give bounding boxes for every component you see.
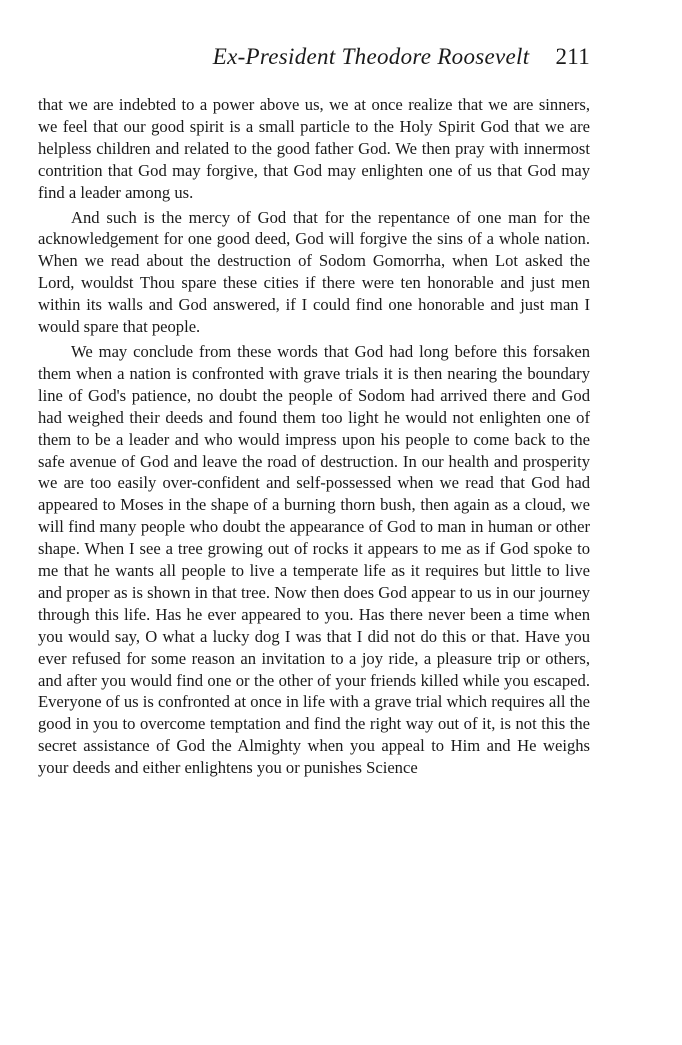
paragraph-continued: that we are indebted to a power above us, we at once realize that we are sinners, we feel that our good spirit is a small particle to the Holy Spirit God that we are helpless children and related to the good father God. We then pray with innermost contrition that God may forgive, that God may enlighten one of us that God may find a leader among us. (38, 95, 590, 202)
paragraph-mercy-of-god: And such is the mercy of God that for the repentance of one man for the acknowledgement for one good deed, God will forgive the sins of a whole nation. When we read about the destruction of Sodom Gomorrha, when Lot asked the Lord, wouldst Thou spare these cities if there were ten honorable and just men within its walls and God answered, if I could find one honorable and just man I would spare that people. (38, 207, 590, 337)
body-text (38, 94, 590, 779)
running-title: Ex-President Theodore Roosevelt (212, 44, 530, 69)
paragraph-conclusion: We may conclude from these words that God had long before this forsaken them when a nation is confronted with grave trials it is then nearing the boundary line of God's patience, no doubt the people of Sodom had arrived there and God had weighed their deeds and found them too light he would not enlighten one of them to be a leader and who would impress upon his people to come back to the safe avenue of God and leave the road of destruction. In our health and prosperity we are too easily over-confident and self-possessed when we read that God had appeared to Moses in the shape of a burning thorn bush, then again as a cloud, we will find many people who doubt the appearance of God to man in human or other shape. When I see a tree growing out of rocks it appears to me as if God spoke to me that he wants all people to live a temperate life as it requires but little to live and proper as is shown in that tree. Now then does God appear to us in our journey through this life. Has he ever appeared to you. Has there never been a time when you would say, O what a lucky dog I was that I did not do this or that. Have you ever refused for some reason an invitation to a joy ride, a pleasure trip or others, and after you would find one or the other of your friends killed while you escaped. Everyone of us is confronted at once in life with a grave trial which requires all the good in you to overcome temptation and find the right way out of it, is not this the secret assistance of God the Almighty when you appeal to Him and He weighs your deeds and either enlightens you or punishes Science (38, 341, 590, 778)
page-number: 211 (555, 44, 590, 69)
book-page (38, 44, 590, 779)
running-header (38, 44, 590, 84)
